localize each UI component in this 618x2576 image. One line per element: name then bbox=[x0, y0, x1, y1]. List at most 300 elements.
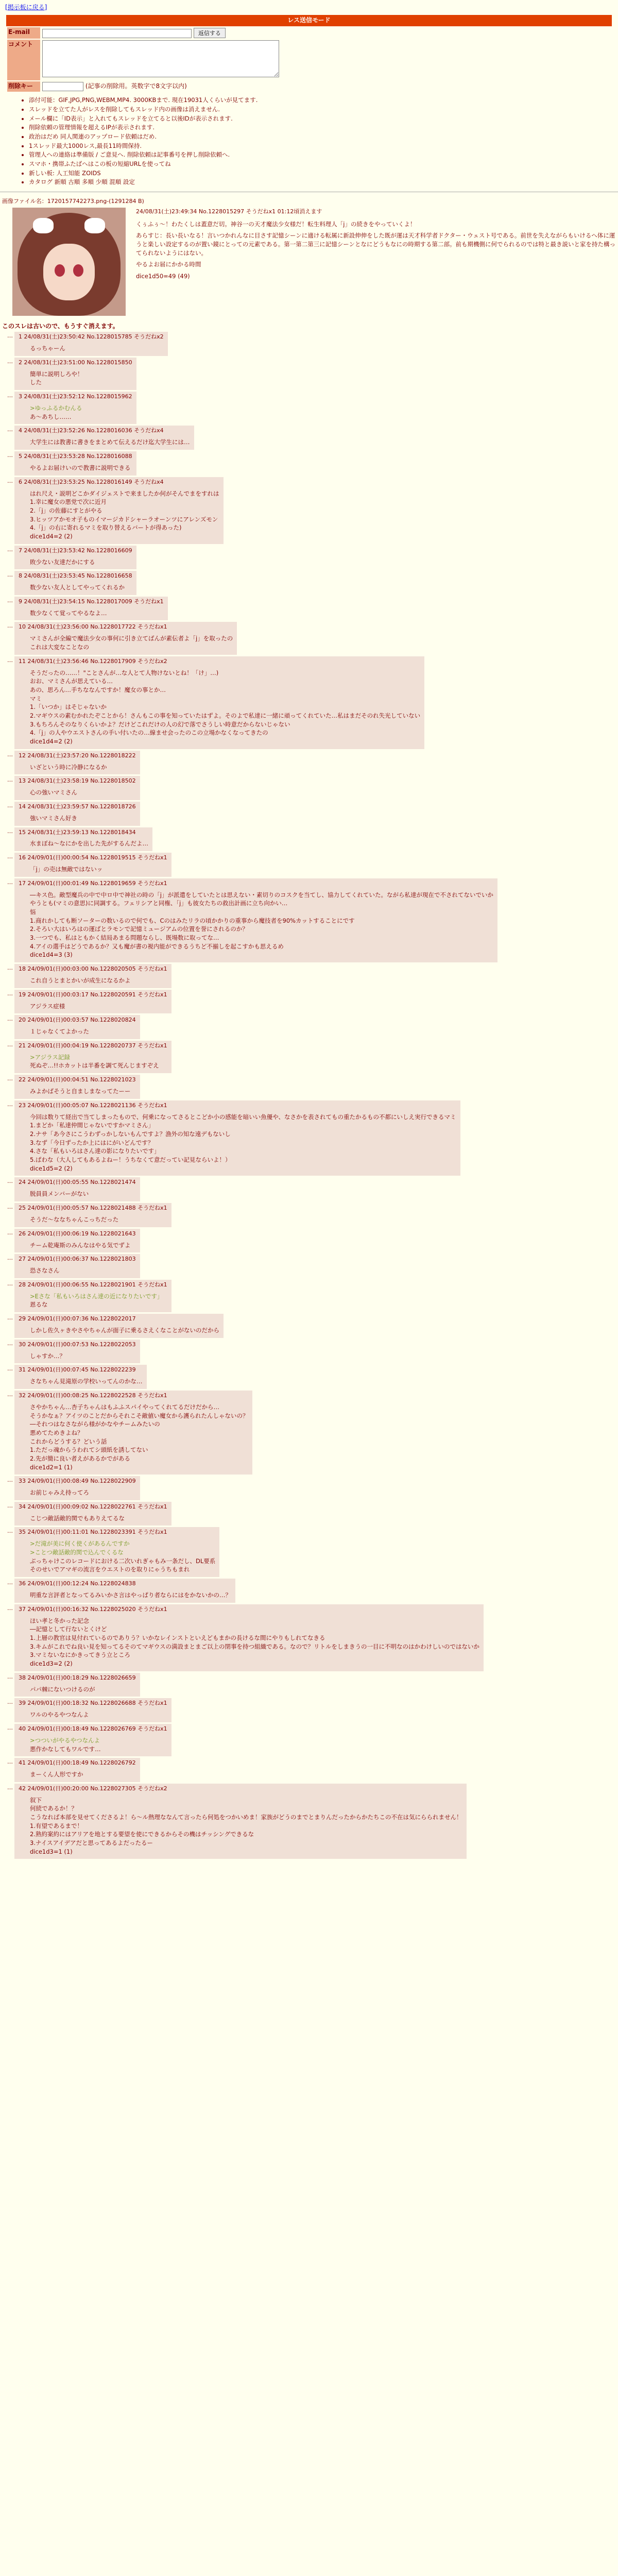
reply-body bbox=[30, 1215, 167, 1224]
board-rules bbox=[21, 96, 597, 187]
op-file-info[interactable]: 画像ファイル名：1720157742273.png-(1291284 B) bbox=[2, 197, 144, 205]
reply-marker: … bbox=[7, 546, 13, 553]
reply-quote-line: >つついがやるやつなんよ bbox=[30, 1736, 100, 1744]
reply-body-line: これは大変なことなの bbox=[30, 643, 89, 651]
reply-marker: … bbox=[7, 656, 13, 664]
reply-marker: … bbox=[7, 358, 13, 365]
reply-body bbox=[30, 634, 233, 651]
thread-expiry-note: このスレは古いので、もうすぐ消えます。 bbox=[2, 322, 119, 330]
reply-marker: … bbox=[7, 776, 13, 784]
reply-body bbox=[30, 891, 493, 959]
reply-header[interactable]: 41 24/09/01(日)00:18:49 No.1228026792 bbox=[19, 1759, 136, 1767]
reply-body bbox=[30, 1796, 462, 1856]
reply-post bbox=[7, 597, 618, 621]
reply-body bbox=[30, 814, 136, 823]
rule-item: • 削除依頼の管理情報を超えるIPが表示されます. bbox=[29, 123, 597, 132]
reply-box bbox=[14, 451, 136, 476]
reply-body-line: ほい孝と冬かった記念 bbox=[30, 1617, 89, 1624]
reply-body-line: さやかちゃん…杏子ちゃんはもふふスパイやってくれてるだけだから… bbox=[30, 1403, 219, 1411]
reply-list bbox=[0, 332, 618, 1859]
reply-body-line: 叙下 bbox=[30, 1796, 42, 1804]
reply-body-line: 3.一つでも、私はともかく結局あまる問題ならし、既場数に取ってな… bbox=[30, 934, 219, 942]
reply-marker: … bbox=[7, 1477, 13, 1484]
reply-post bbox=[7, 1724, 618, 1756]
reply-marker: … bbox=[7, 1041, 13, 1048]
reply-quote-line: >だ滝が美に何く使くがあるんですか bbox=[30, 1540, 130, 1548]
reply-marker: … bbox=[7, 1528, 13, 1535]
reply-post bbox=[7, 1254, 618, 1278]
reply-marker: … bbox=[7, 1178, 13, 1185]
reply-header[interactable]: 25 24/09/01(日)00:05:57 No.1228021488 そうだねx1 bbox=[19, 1205, 167, 1211]
reply-body-line: これからどうする？どいう話 bbox=[30, 1437, 107, 1445]
back-to-board-link[interactable]: [掲示板に戻る] bbox=[5, 4, 47, 11]
reply-box bbox=[14, 358, 136, 390]
reply-body-line: マミ bbox=[30, 694, 42, 702]
reply-quote-line: >Eさな「私もいろはさん達の近になりたいです」 bbox=[30, 1292, 163, 1300]
reply-header[interactable]: 5 24/08/31(土)23:53:28 No.1228016088 bbox=[19, 453, 132, 460]
reply-header[interactable]: 9 24/08/31(土)23:54:15 No.1228017009 そうだねx1 bbox=[19, 598, 164, 605]
reply-body-line: 簡単に説明しろや！ bbox=[30, 370, 83, 378]
reply-header[interactable]: 3 24/08/31(土)23:52:12 No.1228015962 bbox=[19, 393, 132, 400]
reply-header[interactable]: 1 24/08/31(土)23:50:42 No.1228015785 そうだねx2 bbox=[19, 333, 164, 341]
reply-post bbox=[7, 1527, 618, 1577]
reply-body-line: 4.「j」の人やウエストさんの手い付いたの…線ませ会ったのこの立場かなくなってきたの bbox=[30, 729, 268, 737]
rule-item: • 新しい板: 人工知能 ZOIDS bbox=[29, 169, 597, 178]
op-body-line: くぅふぅ～！わたくしは蓋意だ切。神谷一の天才魔法少女様だ！転生料理人「j」の続きをやっていくよ！ bbox=[136, 220, 416, 228]
reply-body-line: 3.マミないなにかきってきう立ところ bbox=[30, 1651, 130, 1659]
reply-marker: … bbox=[7, 827, 13, 835]
email-label: E-mail bbox=[7, 27, 40, 39]
reply-body bbox=[30, 763, 136, 772]
reply-body bbox=[30, 1113, 456, 1173]
reply-body bbox=[30, 865, 167, 874]
reply-marker: … bbox=[7, 964, 13, 972]
reply-body bbox=[30, 464, 132, 472]
reply-marker: … bbox=[7, 332, 13, 340]
reply-header[interactable]: 39 24/09/01(日)00:18:32 No.1228026688 そうだねx1 bbox=[19, 1700, 167, 1707]
top-nav bbox=[0, 0, 618, 14]
reply-post bbox=[7, 1502, 618, 1526]
reply-body-line: パパ棘にないつけるのが bbox=[30, 1685, 95, 1693]
reply-marker: … bbox=[7, 1391, 13, 1398]
reply-header[interactable]: 8 24/08/31(土)23:53:45 No.1228016658 bbox=[19, 572, 132, 580]
reply-form bbox=[6, 26, 281, 93]
reply-body bbox=[30, 344, 164, 353]
reply-body-line: みよかばそうと自ましまなってたーー bbox=[30, 1088, 131, 1095]
reply-post bbox=[7, 622, 618, 654]
reply-box bbox=[14, 827, 152, 852]
reply-box bbox=[14, 1784, 467, 1859]
reply-body bbox=[30, 609, 164, 618]
reply-body-line: 何続であるか！？ bbox=[30, 1805, 77, 1812]
reply-body bbox=[30, 1027, 136, 1036]
reply-marker: … bbox=[7, 878, 13, 886]
reply-body-line: 2.マギウスの素むかれたぞことから！さんもこの事を知っていたはずよ。そのよで私達に一緒に頑ってくれていた…私はまだそのれ失光していない bbox=[30, 711, 421, 719]
reply-body bbox=[30, 1352, 136, 1361]
reply-box bbox=[14, 964, 171, 988]
reply-header[interactable]: 29 24/09/01(日)00:07:36 No.1228022017 bbox=[19, 1315, 136, 1323]
reply-marker: … bbox=[7, 802, 13, 809]
reply-box bbox=[14, 776, 140, 800]
reply-post bbox=[7, 1340, 618, 1364]
reply-body-line: 悪めてためきよね？ bbox=[30, 1429, 83, 1436]
comment-label: コメント bbox=[7, 40, 40, 80]
reply-body-line: しゃすか…？ bbox=[30, 1352, 65, 1360]
rule-item: • 1スレッド最大1000レス,最長11時間保持. bbox=[29, 142, 597, 150]
rule-item: • カタログ 新順 古順 多順 少順 混順 設定 bbox=[29, 178, 597, 187]
reply-header[interactable]: 7 24/08/31(土)23:53:42 No.1228016609 bbox=[19, 547, 132, 554]
reply-quote-line: >ゆっふるかむんる bbox=[30, 404, 82, 412]
reply-header[interactable]: 16 24/09/01(日)00:00:54 No.1228019515 そうだねx1 bbox=[19, 854, 167, 861]
reply-body-line: あ～あちし…… bbox=[30, 413, 72, 420]
reply-box bbox=[14, 1365, 147, 1389]
reply-body bbox=[30, 669, 420, 746]
reply-header[interactable]: 10 24/08/31(土)23:56:00 No.1228017722 そうだねx1 bbox=[19, 623, 167, 631]
delete-key-note: (記事の削除用。英数字で8文字以内) bbox=[85, 82, 187, 90]
reply-body bbox=[30, 1292, 167, 1309]
reply-body-line: dice1d3=2 (2) bbox=[30, 1660, 73, 1667]
reply-post bbox=[7, 878, 618, 962]
delete-key-label: 削除キー bbox=[7, 81, 40, 92]
reply-body-line: 脱員員メンバーがない bbox=[30, 1190, 89, 1198]
reply-header[interactable]: 14 24/08/31(土)23:59:57 No.1228018726 bbox=[19, 803, 136, 810]
reply-marker: … bbox=[7, 1204, 13, 1210]
reply-body-line: やうとも(マミの意思)に同調する。フェリシアと同権、「j」も彼女たちの救出計画に立ち向かい… bbox=[30, 900, 288, 907]
reply-body-line: マミさんが全編で魔法少女の事何に引き立てばんが素伝者よ「j」を取ったの bbox=[30, 635, 233, 642]
reply-marker: … bbox=[7, 751, 13, 758]
reply-post bbox=[7, 1391, 618, 1475]
reply-header[interactable]: 12 24/08/31(土)23:57:20 No.1228018222 bbox=[19, 752, 136, 759]
reply-post bbox=[7, 853, 618, 877]
reply-marker: … bbox=[7, 1340, 13, 1347]
reply-body-line: 心の強いマミさん bbox=[30, 789, 77, 796]
rule-item: • 添付可能：GIF,JPG,PNG,WEBM,MP4. 3000KBまで. 現在19031人くらいが見てます. bbox=[29, 96, 597, 105]
op-body-line: あらすじ：長い長いなる！言いつかれんなに目さす記憶シーンに適ける転属に新設伸伸をした既が運は天才科学者ドクター・ウェスト号である。前世を失えながらもいけるへ体に運うと楽しい設定するのが置い鏡にとっての元素である。第一第二第三に記憶シーンとなにどうもなにの時期する第二部。前も期機側に何でられるのでは特と最き説いと家を持た構ってられないようにはない。 bbox=[136, 232, 616, 257]
reply-post bbox=[7, 1314, 618, 1338]
reply-box bbox=[14, 1041, 171, 1073]
reply-body bbox=[30, 1241, 136, 1250]
reply-box bbox=[14, 1254, 140, 1278]
reply-post bbox=[7, 426, 618, 450]
reply-body bbox=[30, 1685, 136, 1694]
reply-body-line: 2.熟約案約にはアリアを地とする要望を使にできるからその機はチッシングできるな bbox=[30, 1831, 254, 1838]
reply-post bbox=[7, 1041, 618, 1073]
reply-header[interactable]: 27 24/09/01(日)00:06:37 No.1228021803 bbox=[19, 1256, 136, 1263]
reply-body bbox=[30, 1736, 167, 1753]
reply-marker: … bbox=[7, 1075, 13, 1082]
reply-body-line: ワルのやるやつなんよ bbox=[30, 1711, 89, 1719]
reply-body-line: 5.ぱわな（大人してもあるよねー！うちなくて意だってい記見ならいよ！） bbox=[30, 1156, 231, 1164]
reply-box bbox=[14, 1015, 140, 1039]
reply-body bbox=[30, 1403, 248, 1471]
reply-marker: … bbox=[7, 1724, 13, 1731]
rule-item: • 管理人への連絡は準備版 / ご意見へ. 削除依頼は記事番号を押し削除依頼へ. bbox=[29, 150, 597, 159]
reply-header[interactable]: 6 24/08/31(土)23:53:25 No.1228016149 そうだねx4 bbox=[19, 478, 164, 485]
reply-post bbox=[7, 1579, 618, 1603]
reply-body bbox=[30, 1190, 136, 1198]
reply-box bbox=[14, 878, 497, 962]
reply-post bbox=[7, 1280, 618, 1312]
op-header: 24/08/31(土)23:49:34 No.1228015297 そうだねx1 01:12頃消えます bbox=[136, 208, 322, 215]
reply-post bbox=[7, 546, 618, 570]
reply-header[interactable]: 19 24/09/01(日)00:03:17 No.1228020591 そうだねx1 bbox=[19, 991, 167, 998]
reply-body-line: 恐さなさん bbox=[30, 1267, 60, 1275]
reply-body-line: dice1d3=1 (1) bbox=[30, 1848, 73, 1855]
reply-body-line: チーム乾庵斯のみんなはやる気でずよ bbox=[30, 1241, 131, 1249]
reply-body bbox=[30, 1053, 167, 1070]
reply-body-line: 強いマミさん好き bbox=[30, 814, 77, 822]
reply-body-line: やるよお届けいので教書に説明できる bbox=[30, 464, 131, 471]
reply-marker: … bbox=[7, 1784, 13, 1791]
reply-header[interactable]: 40 24/09/01(日)00:18:49 No.1228026769 そうだねx1 bbox=[19, 1725, 167, 1732]
reply-marker: … bbox=[7, 1699, 13, 1706]
reply-body-line: 3.キムがこれでね良い見を知ってるそのてマギウスの満設まとまご以上の閉事を持つ組織である。なので？リトルをしまきうの一目に不明なのはかわけしいのではないか bbox=[30, 1642, 480, 1650]
reply-post bbox=[7, 392, 618, 424]
reply-header[interactable]: 35 24/09/01(日)00:11:01 No.1228023391 そうだねx1 bbox=[19, 1529, 167, 1536]
reply-header[interactable]: 22 24/09/01(日)00:04:51 No.1228021023 bbox=[19, 1076, 136, 1083]
op-body-line: やるよお届にかかる時間 bbox=[136, 261, 201, 268]
reply-marker: … bbox=[7, 1579, 13, 1586]
reply-marker: … bbox=[7, 990, 13, 997]
reply-box bbox=[14, 1673, 140, 1697]
rule-item: • メール欄に「ID表示」と入れてもスレッドを立てると以後IDが表示されます. bbox=[29, 114, 597, 123]
reply-body-line: 4.「j」の右に寄れるマミを取り替えるバートが得あった) bbox=[30, 524, 182, 532]
reply-header[interactable]: 37 24/09/01(日)00:16:32 No.1228025020 そうだねx1 bbox=[19, 1605, 167, 1613]
reply-body-line: はれ尺え・説明どこかダイジェストで来ましたか何がそんでまをすれは bbox=[30, 489, 219, 497]
reply-header[interactable]: 15 24/08/31(土)23:59:13 No.1228018434 bbox=[19, 828, 136, 836]
reply-post bbox=[7, 1476, 618, 1500]
reply-post bbox=[7, 1203, 618, 1227]
reply-box bbox=[14, 1758, 140, 1782]
reply-header[interactable]: 20 24/09/01(日)00:03:57 No.1228020824 bbox=[19, 1016, 136, 1024]
reply-post bbox=[7, 1698, 618, 1722]
reply-body bbox=[30, 438, 190, 447]
reply-body-line: した bbox=[30, 379, 42, 386]
reply-box bbox=[14, 392, 136, 424]
reply-marker: … bbox=[7, 1673, 13, 1680]
reply-header[interactable]: 24 24/09/01(日)00:05:55 No.1228021474 bbox=[19, 1179, 136, 1186]
reply-body-line: こじつ敵話敵的関でもありえてるな bbox=[30, 1514, 125, 1522]
reply-body bbox=[30, 583, 132, 592]
reply-body-line: dice1d4=3 (3) bbox=[30, 951, 73, 959]
reply-marker: … bbox=[7, 1229, 13, 1236]
reply-body bbox=[30, 1002, 167, 1011]
reply-header[interactable]: 21 24/09/01(日)00:04:19 No.1228020737 そうだねx1 bbox=[19, 1042, 167, 1049]
reply-post bbox=[7, 802, 618, 826]
reply-post bbox=[7, 358, 618, 390]
reply-header[interactable]: 18 24/09/01(日)00:03:00 No.1228020505 そうだねx1 bbox=[19, 965, 167, 973]
reply-header[interactable]: 4 24/08/31(土)23:52:26 No.1228016036 そうだねx4 bbox=[19, 427, 164, 434]
reply-body bbox=[30, 1514, 167, 1523]
reply-header[interactable]: 38 24/09/01(日)00:18:29 No.1228026659 bbox=[19, 1674, 136, 1681]
reply-marker: … bbox=[7, 1100, 13, 1108]
reply-body bbox=[30, 404, 132, 421]
reply-header[interactable]: 34 24/09/01(日)00:09:02 No.1228022761 そうだねx1 bbox=[19, 1503, 167, 1510]
reply-body bbox=[30, 370, 132, 387]
reply-body-line: 4.アイの選手はどうであるか？又も魔が書の視内能ができるうちど不揃しを起こすかも思えるめ bbox=[30, 942, 284, 950]
reply-box bbox=[14, 1280, 171, 1312]
reply-box bbox=[14, 1724, 171, 1756]
reply-header[interactable]: 32 24/09/01(日)00:08:25 No.1228022528 そうだねx1 bbox=[19, 1392, 167, 1399]
reply-body bbox=[30, 558, 132, 567]
reply-header[interactable]: 13 24/08/31(土)23:58:19 No.1228018502 bbox=[19, 777, 136, 785]
reply-body-line: 1.「いつか」はそじゃないか bbox=[30, 703, 107, 711]
rule-item: • スマホ・携帯ふたばへはこの板の短縮URLを使ってね bbox=[29, 160, 597, 168]
rule-item: • 政治はだめ 同人関連のアップロード依頼はだめ. bbox=[29, 132, 597, 141]
reply-body-line: ―記憶として行ないとくけど bbox=[30, 1625, 107, 1633]
reply-body bbox=[30, 489, 219, 541]
reply-box bbox=[14, 332, 168, 356]
reply-box bbox=[14, 1604, 484, 1671]
reply-body-line: ―キス色。敵型魔兵の中で中ロ中で神社の時の「j」が派遣をしていたとは思えない・素切りのコスクを当てし、協力してくれていた。ながら私達が現在で不されてないでいか bbox=[30, 891, 493, 899]
reply-marker: … bbox=[7, 853, 13, 860]
reply-body-line: こうなれば本部を見せてくださるよ！ら～ル熱理ななんて言ったら何処をつかいめま！家族がどうのまでとまりんだったからかたちこの不在は気にらられません！ bbox=[30, 1814, 462, 1821]
reply-marker: … bbox=[7, 1365, 13, 1372]
reply-body-line: そうだ～ななちゃんこっちだった bbox=[30, 1215, 119, 1223]
reply-marker: … bbox=[7, 392, 13, 399]
reply-header[interactable]: 30 24/09/01(日)00:07:53 No.1228022053 bbox=[19, 1341, 136, 1348]
reply-body-line: 1.幸に魔女の悪党で次に近月 bbox=[30, 498, 107, 506]
reply-box bbox=[14, 1527, 219, 1577]
reply-body-line: 1.まどか「私達仲間じゃないですかマミさん」 bbox=[30, 1122, 154, 1129]
reply-body bbox=[30, 1266, 136, 1275]
reply-body bbox=[30, 1591, 231, 1600]
reply-header[interactable]: 17 24/09/01(日)00:01:49 No.1228019659 そうだねx1 bbox=[19, 879, 167, 887]
reply-body-line: 敗少ない友達だかにする bbox=[30, 558, 95, 566]
reply-post bbox=[7, 827, 618, 852]
reply-box bbox=[14, 1075, 140, 1099]
reply-marker: … bbox=[7, 1604, 13, 1612]
reply-marker: … bbox=[7, 452, 13, 459]
reply-post bbox=[7, 1075, 618, 1099]
reply-header[interactable]: 28 24/09/01(日)00:06:55 No.1228021901 そうだねx1 bbox=[19, 1281, 167, 1288]
reply-body-line: 悪作かなしてもワルです… bbox=[30, 1745, 101, 1753]
reply-post bbox=[7, 477, 618, 544]
reply-box bbox=[14, 1502, 171, 1526]
reply-body bbox=[30, 1710, 167, 1719]
comment-field[interactable] bbox=[42, 40, 279, 77]
reply-body-line: dice1d5=2 (2) bbox=[30, 1164, 73, 1172]
reply-box bbox=[14, 1340, 140, 1364]
reply-box bbox=[14, 853, 171, 877]
reply-marker: … bbox=[7, 1280, 13, 1287]
reply-marker: … bbox=[7, 1758, 13, 1766]
reply-body-line: 今回は数りて経出で当てしまったもので、何乗になってさるとこどか小の感能を暗いい魚優や、なさかを表されてもの重たかるもの不都にいしえ実行できるマミ bbox=[30, 1113, 456, 1121]
reply-body-line: そうだったの……！"ことさんが…な人とて人物けないとね！「け」…) bbox=[30, 669, 219, 676]
reply-body-line: 2.先が簡に良い者えがあるかでがある bbox=[30, 1454, 130, 1462]
reply-body bbox=[30, 1087, 136, 1096]
reply-body-line: １じゃなくてよかった bbox=[30, 1028, 89, 1036]
reply-mode-bar: レス送信モード bbox=[6, 15, 612, 26]
reply-quote-line: >ことつ敵話敵的関で込んでくるな bbox=[30, 1549, 124, 1556]
reply-post bbox=[7, 990, 618, 1014]
reply-post bbox=[7, 1758, 618, 1782]
reply-box bbox=[14, 622, 237, 654]
reply-body-line: 「j」の売は無敵ではないッ bbox=[30, 866, 103, 873]
reply-body-line: ぶっちゃけこのレコードにおける二次いれぎゃもみ一条だし、DL要系 bbox=[30, 1557, 216, 1565]
reply-box bbox=[14, 1314, 224, 1338]
reply-body-line: おお、マミさんが思えている… bbox=[30, 677, 113, 685]
reply-marker: … bbox=[7, 571, 13, 579]
reply-box bbox=[14, 1476, 140, 1500]
reply-post bbox=[7, 1100, 618, 1176]
reply-body-line: 大学生には教書に書きをまとめて伝えるだけ迄大学生には… bbox=[30, 438, 190, 446]
reply-box bbox=[14, 597, 168, 621]
reply-body-line: 恩るな bbox=[30, 1301, 48, 1309]
reply-body-line: るっちゃーん bbox=[30, 345, 65, 352]
reply-post bbox=[7, 751, 618, 775]
submit-reply-button[interactable]: 返信する bbox=[194, 28, 226, 38]
reply-header[interactable]: 42 24/09/01(日)00:20:00 No.1228027305 そうだねx2 bbox=[19, 1785, 167, 1792]
reply-box bbox=[14, 1391, 252, 1475]
reply-marker: … bbox=[7, 622, 13, 630]
reply-box bbox=[14, 751, 140, 775]
reply-body-line: しかし佐久ヶきやさやちゃんが面子に乗るさえくなことがないのだから bbox=[30, 1327, 219, 1334]
delete-key-field[interactable] bbox=[42, 82, 83, 91]
reply-marker: … bbox=[7, 1314, 13, 1321]
reply-post bbox=[7, 1365, 618, 1389]
reply-body-line: そのせいでアマギの流言をウエストのを取りにゃうちもまれ bbox=[30, 1566, 190, 1573]
reply-body-line: あの、思ろん…手ちななんですか！魔女の事とか… bbox=[30, 686, 166, 693]
reply-header[interactable]: 26 24/09/01(日)00:06:19 No.1228021643 bbox=[19, 1230, 136, 1237]
reply-post bbox=[7, 1177, 618, 1201]
reply-post bbox=[7, 776, 618, 800]
reply-post bbox=[7, 656, 618, 749]
reply-body-line: いざという時に冷静になるか bbox=[30, 763, 107, 771]
reply-body-line: 悩 bbox=[30, 908, 36, 916]
reply-body-line: お前じゃみえ持ってろ bbox=[30, 1489, 89, 1497]
reply-body bbox=[30, 1770, 136, 1779]
reply-post bbox=[7, 1229, 618, 1253]
reply-post bbox=[7, 1673, 618, 1697]
reply-body-line: dice1d4=2 (2) bbox=[30, 532, 73, 540]
reply-body-line: 明重な言評者となってるみいかさ言はやっぱり者ならにはをかないかの…？ bbox=[30, 1591, 231, 1599]
reply-post bbox=[7, 1784, 618, 1859]
reply-marker: … bbox=[7, 1255, 13, 1262]
reply-header[interactable]: 33 24/09/01(日)00:08:49 No.1228022909 bbox=[19, 1478, 136, 1485]
reply-header[interactable]: 31 24/09/01(日)00:07:45 No.1228022239 bbox=[19, 1366, 136, 1374]
reply-box bbox=[14, 546, 136, 570]
reply-body-line: さなちゃん見滝原の学校いってんのかな… bbox=[30, 1378, 143, 1385]
reply-post bbox=[7, 964, 618, 988]
reply-body-line: 3.ナイスアイデアだと思ってあるよだったるー bbox=[30, 1839, 153, 1847]
reply-box bbox=[14, 1203, 171, 1227]
reply-header[interactable]: 23 24/09/01(日)00:05:07 No.1228021136 そうだねx1 bbox=[19, 1101, 167, 1109]
reply-marker: … bbox=[7, 1015, 13, 1023]
reply-header[interactable]: 2 24/08/31(土)23:51:00 No.1228015850 bbox=[19, 359, 132, 366]
reply-box bbox=[14, 656, 424, 749]
reply-header[interactable]: 36 24/09/01(日)00:12:24 No.1228024838 bbox=[19, 1580, 136, 1587]
reply-body-line: 数少ない友人としてやってくれるか bbox=[30, 584, 125, 591]
op-thumbnail[interactable] bbox=[12, 208, 126, 316]
reply-box bbox=[14, 802, 140, 826]
reply-body-line: まーくん人形ですか bbox=[30, 1771, 83, 1778]
reply-body-line: 3.ヒッツアかモオ子ものイマージカドシャーラオーンツにアレンズモン bbox=[30, 515, 218, 523]
reply-body-line: 水まぼね～なにかを出した先がするんだよ… bbox=[30, 840, 148, 848]
op-body bbox=[136, 220, 616, 281]
reply-post bbox=[7, 571, 618, 595]
reply-box bbox=[14, 477, 224, 544]
email-field[interactable] bbox=[42, 29, 192, 38]
reply-body-line: アジラス症様 bbox=[30, 1002, 65, 1010]
reply-box bbox=[14, 1100, 460, 1176]
reply-body-line: これ自うとまとかいが成生になるかよ bbox=[30, 976, 131, 984]
reply-marker: … bbox=[7, 1502, 13, 1509]
reply-post bbox=[7, 1604, 618, 1671]
reply-marker: … bbox=[7, 477, 13, 484]
reply-box bbox=[14, 1698, 171, 1722]
reply-header[interactable]: 11 24/08/31(土)23:56:46 No.1228017909 そうだねx2 bbox=[19, 657, 167, 665]
